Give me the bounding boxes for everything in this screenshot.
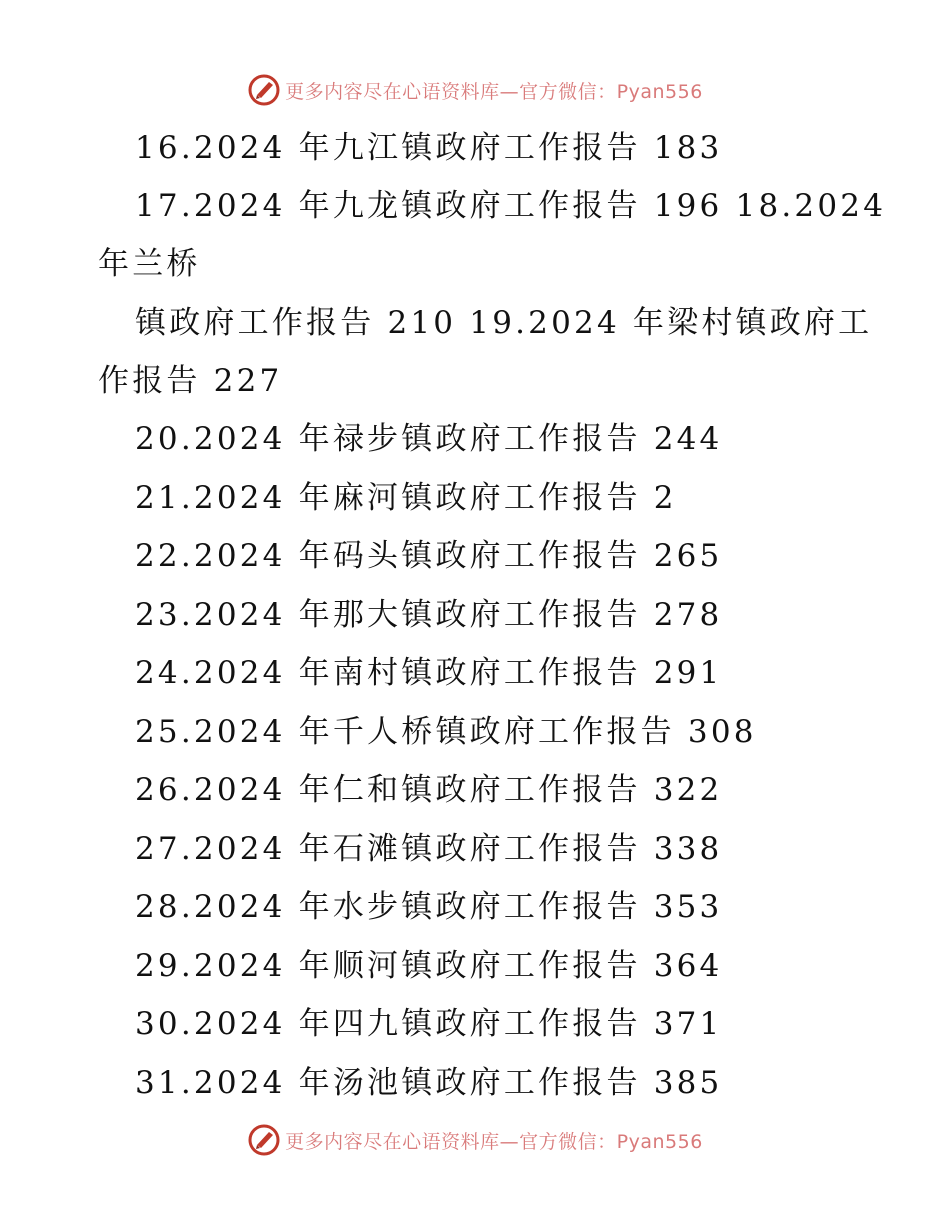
toc-line: 年兰桥	[98, 246, 201, 282]
toc-line: 20.2024 年禄步镇政府工作报告 244	[135, 421, 723, 457]
footer-banner	[0, 1120, 950, 1160]
toc-line: 21.2024 年麻河镇政府工作报告 2	[135, 480, 677, 516]
toc-line: 17.2024 年九龙镇政府工作报告 196 18.2024	[135, 188, 887, 224]
toc-line: 30.2024 年四九镇政府工作报告 371	[135, 1006, 723, 1042]
toc-line: 24.2024 年南村镇政府工作报告 291	[135, 655, 723, 691]
toc-line: 23.2024 年那大镇政府工作报告 278	[135, 597, 723, 633]
toc-line: 28.2024 年水步镇政府工作报告 353	[135, 889, 723, 925]
toc-line: 16.2024 年九江镇政府工作报告 183	[135, 130, 723, 166]
header-banner-text: 更多内容尽在心语资料库—官方微信：Pyan556	[285, 80, 703, 103]
footer-banner-text: 更多内容尽在心语资料库—官方微信：Pyan556	[285, 1130, 703, 1153]
toc-line: 作报告 227	[98, 363, 283, 399]
toc-line: 27.2024 年石滩镇政府工作报告 338	[135, 831, 723, 867]
toc-line: 22.2024 年码头镇政府工作报告 265	[135, 538, 723, 574]
logo-icon	[247, 73, 281, 107]
toc-line: 镇政府工作报告 210 19.2024 年梁村镇政府工	[135, 305, 873, 341]
toc-line: 31.2024 年汤池镇政府工作报告 385	[135, 1065, 723, 1101]
toc-line: 26.2024 年仁和镇政府工作报告 322	[135, 772, 723, 808]
toc-line: 25.2024 年千人桥镇政府工作报告 308	[135, 714, 757, 750]
toc-line: 29.2024 年顺河镇政府工作报告 364	[135, 948, 723, 984]
logo-icon	[247, 1123, 281, 1157]
header-banner	[0, 70, 950, 110]
